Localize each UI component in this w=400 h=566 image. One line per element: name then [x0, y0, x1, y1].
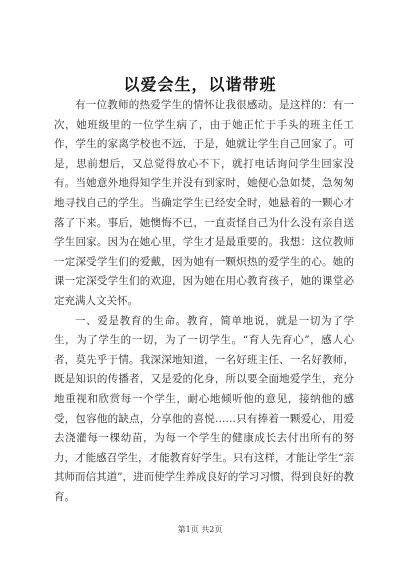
- document-body: [54, 96, 354, 507]
- paragraph-1: 有一位教师的热爱学生的情怀让我很感动。是这样的：有一次，她班级里的一位学生病了，由于她正忙于手头的班主任工作，学生的家离学校也不远，于是，她就让学生自己回家了。可是，思前想后，又总觉得放心不下，就打电话询问学生回家没有。当她意外地得知学生并没有到家时，她便心急如焚，急匆匆地寻找自己的学生。当确定学生已经安全时，她悬着的一颗心才落了下来。事后，她懊悔不已，一直责怪自己为什么没有亲自送学生回家。因为在她心里，学生才是最重要的。我想：这位教师一定深受学生们的爱戴，因为她有一颗炽热的爱学生的心。她的课一定深受学生们的欢迎，因为她在用心教育孩子，她的课堂必定充满人文关怀。: [54, 99, 354, 307]
- paragraph-2: 一、爱是教育的生命。教育，简单地说，就是一切为了学生，为了学生的一切，为了一切学生。“育人先育心”，感人心者，莫先乎于情。我深深地知道，一名好班主任、一名好教师，既是知识的传播者，又是爱的化身，所以要全面地爱学生，充分地重视和欣赏每一个学生，耐心地倾听他的意见，接纳他的感受，包容他的缺点，分享他的喜悦……只有捧着一颗爱心，用爱去浇灌每一棵幼苗，为每一个学生的健康成长去付出所有的努力，才能感召学生，才能教育好学生。只有这样，才能让学生“亲其师而信其道”，进而使学生养成良好的学习习惯，得到良好的教育。: [54, 314, 354, 503]
- page-footer: 第1页 共2页: [177, 525, 223, 534]
- document-title: 以爱会生，以谐带班: [123, 75, 277, 94]
